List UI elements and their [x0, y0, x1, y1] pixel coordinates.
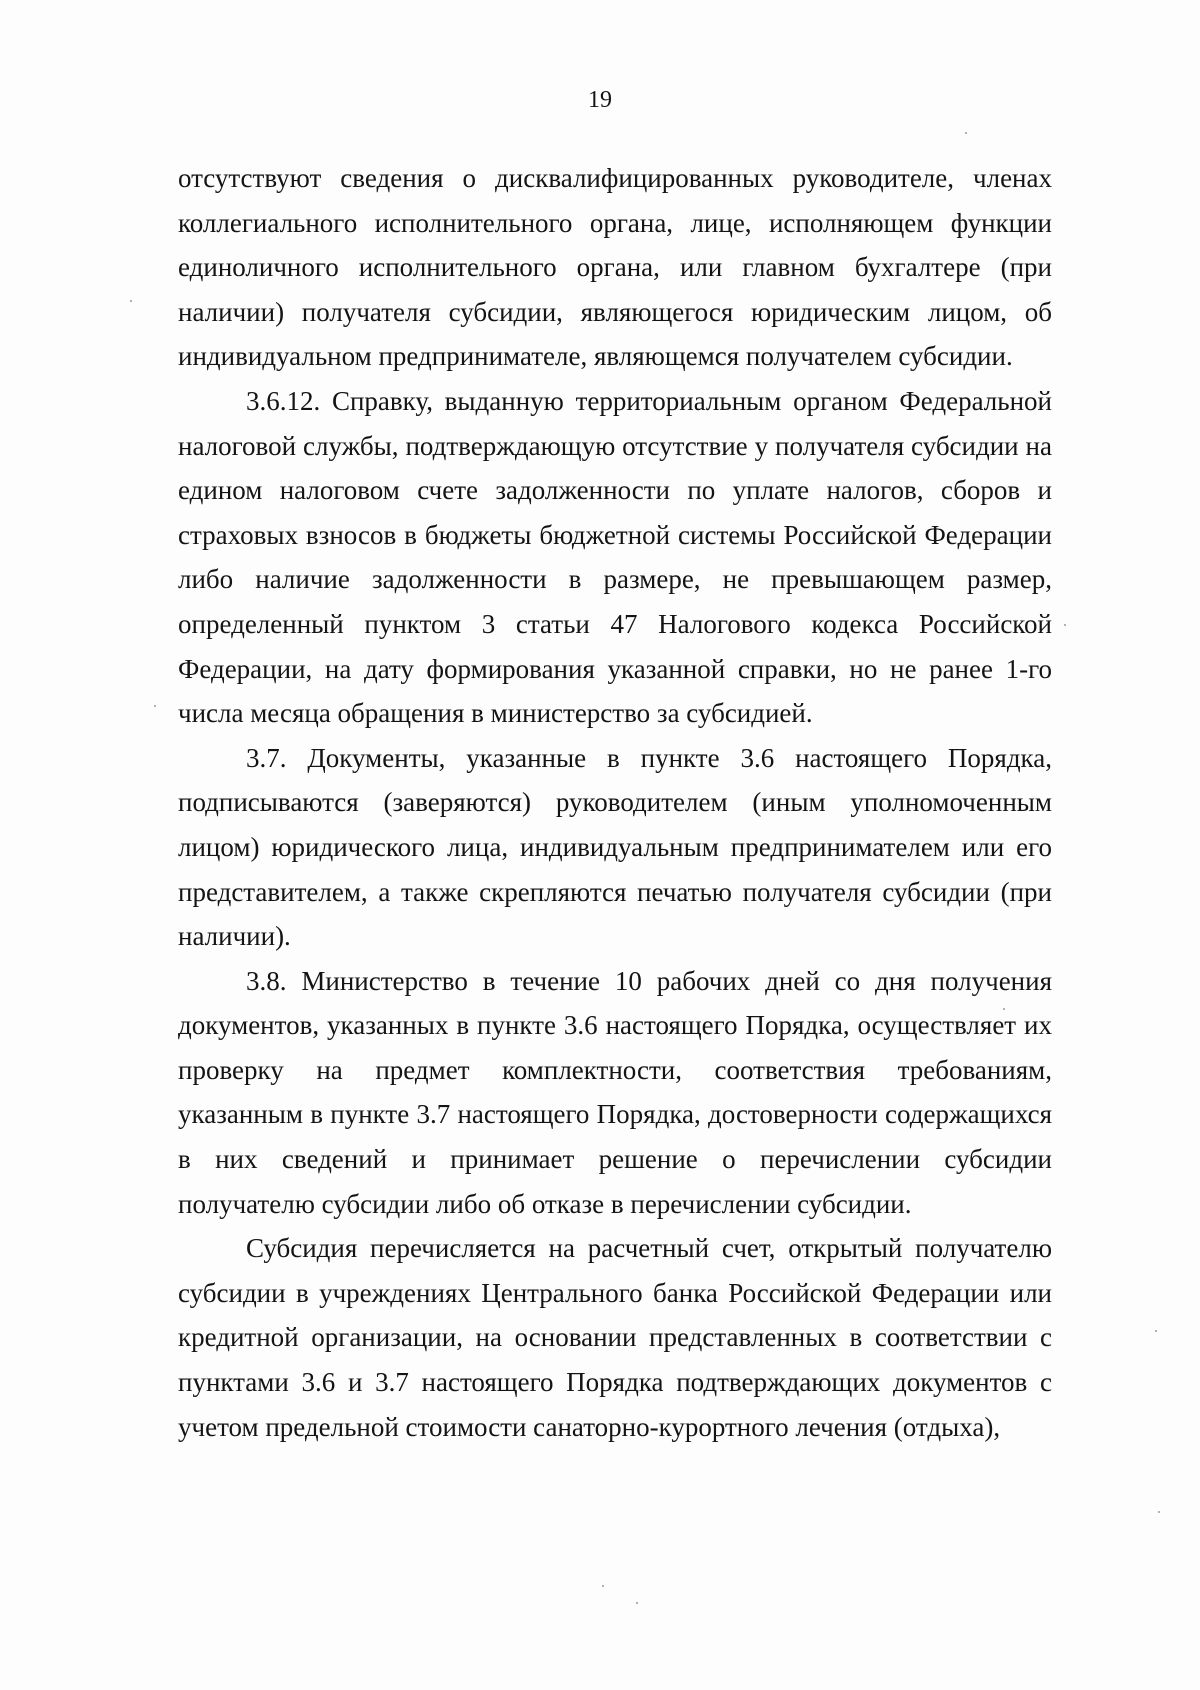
scan-speck — [1155, 1330, 1157, 1332]
paragraph-3-8: 3.8. Министерство в течение 10 рабочих дней со дня получения документов, указанных в пункте 3.6 настоящего Порядка, осуществляет их проверку на предмет комплектности, соответствия требованиям, указанным в пункте 3.7 настоящего Порядка, достоверности содержащихся в них сведений и принимает решение о перечислении субсидии получателю субсидии либо об отказе в перечислении субсидии. — [178, 965, 1052, 1219]
scan-speck — [154, 705, 156, 707]
document-body — [178, 156, 1052, 1449]
paragraph-3-6-12: 3.6.12. Справку, выданную территориальным органом Федеральной налоговой службы, подтверждающую отсутствие у получателя субсидии на едином налоговом счете задолженности по уплате налогов, сборов и страховых взносов в бюджеты бюджетной системы Российской Федерации либо наличие задолженности в размере, не превышающем размер, определенный пунктом 3 статьи 47 Налогового кодекса Российской Федерации, на дату формирования указанной справки, но не ранее 1-го числа месяца обращения в министерство за субсидией. — [178, 385, 1052, 729]
scan-speck — [1158, 1511, 1160, 1513]
paragraph-continuation: отсутствуют сведения о дисквалифицированных руководителе, членах коллегиального исполнительного органа, лице, исполняющем функции единоличного исполнительного органа, или главном бухгалтере (при наличии) получателя субсидии, являющегося юридическим лицом, об индивидуальном предпринимателе, являющемся получателем субсидии. — [178, 163, 1052, 372]
scan-speck — [602, 1585, 604, 1587]
scan-speck — [1003, 1008, 1005, 1010]
scan-speck — [636, 1602, 638, 1604]
paragraph-subsidy-transfer: Субсидия перечисляется на расчетный счет, открытый получателю субсидии в учреждениях Центрального банка Российской Федерации или кредитной организации, на основании представленных в соответствии с пунктами 3.6 и 3.7 настоящего Порядка подтверждающих документов с учетом предельной стоимости санаторно-курортного лечения (отдыха), — [178, 1233, 1052, 1442]
page-number: 19 — [588, 87, 612, 113]
paragraph-3-7: 3.7. Документы, указанные в пункте 3.6 настоящего Порядка, подписываются (заверяются) руководителем (иным уполномоченным лицом) юридического лица, индивидуальным предпринимателем или его представителем, а также скрепляются печатью получателя субсидии (при наличии). — [178, 742, 1052, 952]
scan-speck — [965, 132, 967, 134]
scan-speck — [1064, 624, 1066, 626]
scan-speck — [130, 300, 132, 302]
